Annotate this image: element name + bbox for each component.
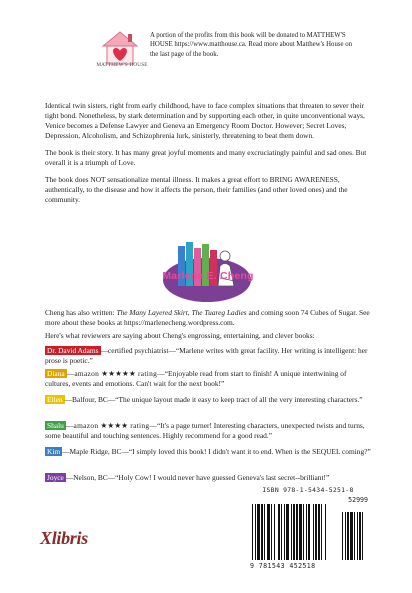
author-signature: Marlene E. Cheng [162,270,254,282]
publisher-name: Xlibris [40,528,88,548]
review-item [45,473,371,483]
other-books-prefix: Cheng has also written: [45,308,117,317]
other-books-suffix: and coming soon 74 Cubes of Sugar. See more about these books at https://marlenecheng.wordpress.com. [45,308,370,327]
review-item [45,447,371,457]
logo-caption: MATTHEW'S HOUSE [96,62,148,68]
book-title: The Many Layered Skirt [116,308,188,317]
isbn-barcode [246,484,370,572]
reviewer-meta: —Nelson, BC— [65,473,116,482]
reviewer-name: Ellen [47,395,63,404]
reviews-heading: Here's what reviewers are saying about Cheng's engrossing, entertaining, and clever books: [45,331,315,340]
intro-paragraph: The book does NOT sensationalize mental illness. It makes a great effort to BRING AWARENESS, authentically, to the disease and how it affects the person, their families (and other loved ones) and the community. [45,175,348,204]
reviewer-name: Dr. David Adams [47,346,99,355]
reviewer-meta: —amazon ★★★★ rating— [65,421,158,430]
review-item [45,369,371,389]
reviewer-name: Joyce [47,473,64,482]
isbn-label: ISBN 978-1-5434-5251-8 [262,486,354,494]
review-text: “Marlene writes with great facility. Her writing is intelligent: her prose is poetic.” [45,346,368,365]
book-title: The Tuareg Ladies [191,308,247,317]
publisher-logo [40,528,88,549]
review-text: “I simply loved this book! I didn't want it to end. When is the SEQUEL coming?” [128,447,371,456]
reviewer-name: Shalu [47,421,64,430]
donation-note: A portion of the profits from this book will be donated to MATTHEW'S HOUSE https://www.matthouse.ca. Read more about Matthew's House on the last page of the book. [150,32,353,58]
book-description [45,101,375,212]
intro-paragraph: Identical twin sisters, right from early childhood, have to face complex situations that threaten to sever their tight bond. Nonetheless, by stark determination and by supporting each other, in quite unconventional ways, Venice becomes a Defense Lawyer and Geneva an Emergency Room Doctor. However; Secret Loves, Depression, Alcoholism, and Schizophrenia lurk, sinisterly, threatening to beat them down. [45,101,365,140]
reviewer-meta: —Balfour, BC— [64,395,116,404]
review-text: “Holy Cow! I would never have guessed Geneva's last secret--brilliant!” [115,473,330,482]
intro-paragraph: The book is their story. It has many great joyful moments and many excruciatingly painful and sad ones. But overall it is a triumph of Love. [45,148,367,167]
barcode-graphic [246,496,370,562]
reviewer-meta: —amazon ★★★★★ rating— [66,369,165,378]
title-separator: , [187,308,192,317]
other-books-note [45,308,375,328]
review-item [45,395,371,405]
review-text: “The unique layout made it easy to keep tract of all the very interesting characters.” [115,395,363,404]
reviewer-meta: —Maple Ridge, BC— [62,447,129,456]
review-text: “Enjoyable read from start to finish! A unique intertwining of cultures, events and emotions. Can't wait for the next book!” [45,369,347,388]
review-text: “It's a page turner! Interesting characters, unexpected twists and turns, some beautiful and touching sentences. Highly recommend for a good read.” [45,421,365,440]
review-item [45,421,371,441]
price-code: 52999 [348,496,368,504]
review-item [45,346,371,366]
barcode-digits: 9 781543 452518 [250,562,316,570]
reviewer-name: Kim [47,447,61,456]
reviewer-name: Diana [47,369,65,378]
reviewer-meta: —certified psychiatrist— [100,346,176,355]
